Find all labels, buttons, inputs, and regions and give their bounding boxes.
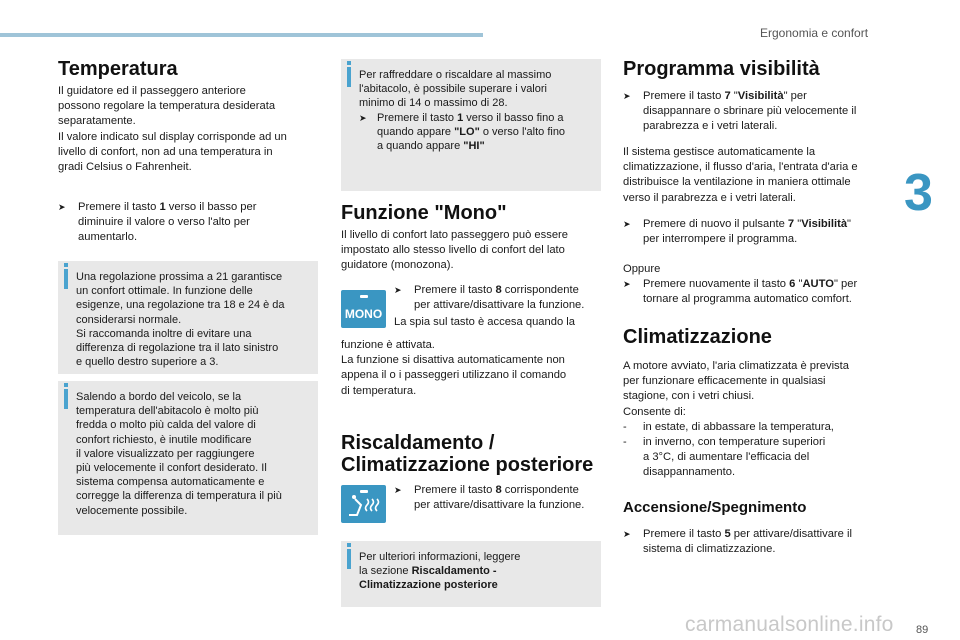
visibilita-bullet-3: ➤ Premere nuovamente il tasto 6 "AUTO" per tornare al programma automatico comfort. bbox=[623, 278, 858, 306]
page-number: 89 bbox=[916, 624, 929, 636]
info-icon bbox=[64, 389, 68, 409]
info-icon bbox=[347, 67, 351, 87]
chapter-number: 3 bbox=[904, 164, 933, 222]
bullet-icon: ➤ bbox=[359, 112, 367, 123]
bullet-icon: ➤ bbox=[394, 285, 402, 295]
bullet-icon: ➤ bbox=[623, 219, 631, 229]
info-icon bbox=[347, 549, 351, 569]
temperatura-bullet: ➤ Premere il tasto 1 verso il basso per diminuire il valore o verso l'alto per aumentarlo. bbox=[58, 201, 257, 244]
info-box-boarding: Salendo a bordo del veicolo, se la temperatura dell'abitacolo è molto più fredda o molto più calda del valore di confort richiesto, è inutile modificare il valore visualizzato per raggiungere più velocemente il confort desiderato. Il sistema compensa automaticamente e corregge la differenza di temperatura il più velocemente possibile. bbox=[58, 381, 318, 535]
temperatura-intro: Il guidatore ed il passeggero anteriore possono regolare la temperatura desiderata separatamente. Il valore indicato sul display corrisponde ad un livello di confort, non ad una temperatura in gradi Celsius o Fahrenheit. bbox=[58, 85, 287, 174]
climatizzazione-heading: Climatizzazione bbox=[623, 326, 772, 348]
clima-dash-1: - in estate, di abbassare la temperatura, bbox=[623, 421, 834, 433]
clima-dash-2: - in inverno, con temperature superiori a 3°C, di aumentare l'efficacia del disappannamento. bbox=[623, 436, 826, 479]
mono-bullet: ➤ Premere il tasto 8 corrispondente per attivare/disattivare la funzione. bbox=[394, 284, 585, 312]
temperatura-heading: Temperatura bbox=[58, 58, 178, 80]
bullet-icon: ➤ bbox=[58, 202, 66, 212]
bullet-icon: ➤ bbox=[623, 91, 631, 101]
bullet-icon: ➤ bbox=[623, 279, 631, 289]
climatizzazione-para: A motore avviato, l'aria climatizzata è prevista per funzionare efficacemente in qualsiasi stagione, con i vetri chiusi. Consente di: bbox=[623, 360, 849, 418]
visibilita-bullet-1: ➤ Premere il tasto 7 "Visibilità" per disappannare o sbrinare più velocemente il parabrezza e i vetri laterali. bbox=[623, 90, 857, 133]
oppure-label: Oppure bbox=[623, 263, 661, 275]
mono-after-rest: funzione è attivata. La funzione si disattiva automaticamente non appena il o i passeggeri utilizzano il comando di temperatura. bbox=[341, 339, 567, 397]
bullet-icon: ➤ bbox=[623, 529, 631, 539]
visibilita-para: Il sistema gestisce automaticamente la climatizzazione, il flusso d'aria, l'entrata d'aria e distribuisce la ventilazione in maniera ottimale verso il parabrezza e i vetri laterali. bbox=[623, 146, 858, 204]
header-bar bbox=[0, 33, 483, 37]
info-box-comfort: Una regolazione prossima a 21 garantisce un confort ottimale. In funzione delle esigenze, una regolazione tra 18 e 24 è da considerarsi normale. Si raccomanda inoltre di evitare una differenza di regolazione tra il lato sinistro e quello destro superiore a 3. bbox=[58, 261, 318, 374]
watermark: carmanualsonline.info bbox=[685, 613, 894, 636]
visibilita-bullet-2: ➤ Premere di nuovo il pulsante 7 "Visibilità" per interrompere il programma. bbox=[623, 218, 852, 246]
rear-clima-bullet: ➤ Premere il tasto 8 corrispondente per attivare/disattivare la funzione. bbox=[394, 484, 585, 512]
accensione-bullet: ➤ Premere il tasto 5 per attivare/disattivare il sistema di climatizzazione. bbox=[623, 528, 852, 556]
bullet-icon: ➤ bbox=[394, 485, 402, 495]
rear-clima-heading: Riscaldamento / Climatizzazione posteriore bbox=[341, 432, 594, 476]
mono-intro: Il livello di confort lato passeggero può essere impostato allo stesso livello di confort del lato guidatore (monozona). bbox=[341, 229, 568, 272]
info-icon bbox=[64, 269, 68, 289]
mono-after-1: La spia sul tasto è accesa quando la bbox=[394, 316, 575, 328]
info-box-rear-clima: Per ulteriori informazioni, leggere la sezione Riscaldamento - Climatizzazione posteriore bbox=[341, 541, 601, 607]
mono-heading: Funzione "Mono" bbox=[341, 202, 507, 224]
rear-clima-button-icon bbox=[341, 485, 386, 523]
section-title: Ergonomia e confort bbox=[760, 26, 869, 40]
accensione-heading: Accensione/Spegnimento bbox=[623, 499, 807, 516]
info-box-max-temp: Per raffreddare o riscaldare al massimo l'abitacolo, è possibile superare i valori minimo di 14 o massimo di 28. ➤ Premere il tasto 1 verso il basso fino a quando appare "LO" o verso l'alto fino a quando appare "HI" bbox=[341, 59, 601, 191]
mono-button-icon: MONO bbox=[341, 290, 386, 328]
visibilita-heading: Programma visibilità bbox=[623, 58, 820, 80]
